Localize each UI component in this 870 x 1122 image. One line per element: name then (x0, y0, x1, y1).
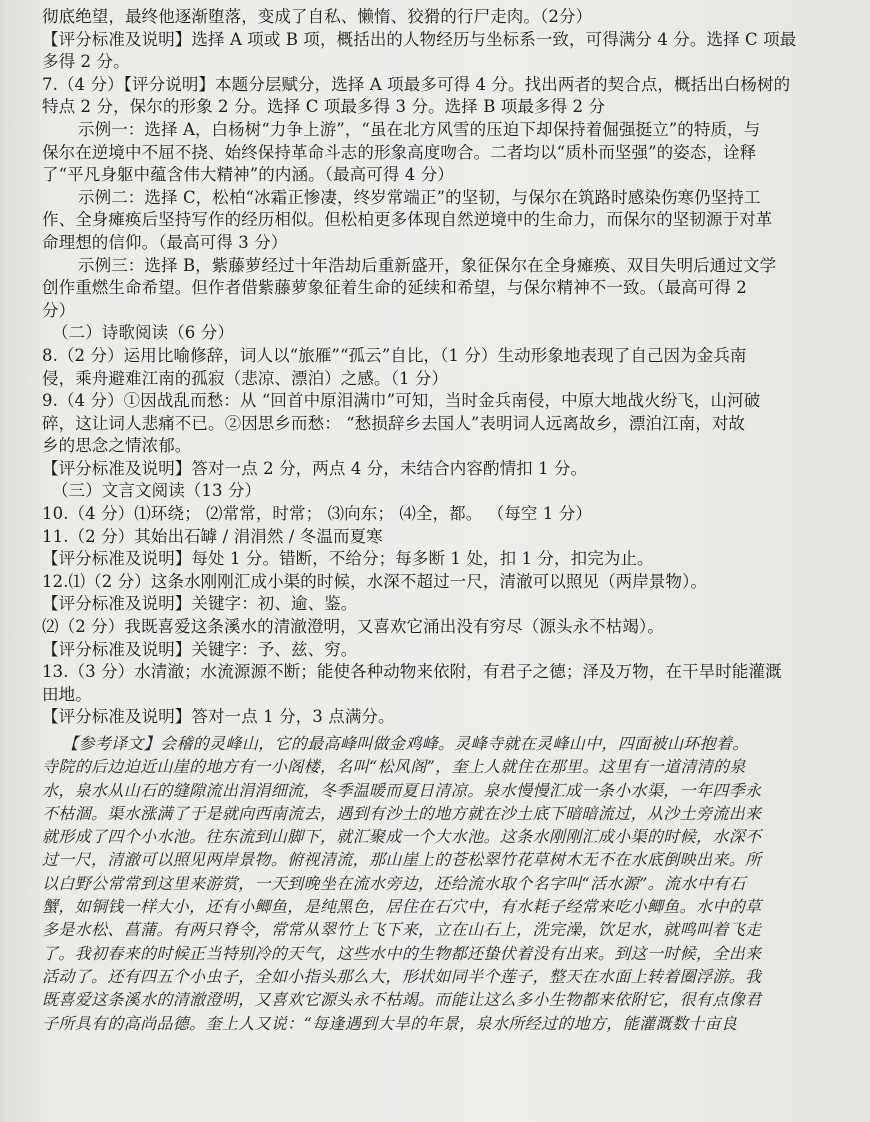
translation-line: 寺院的后边迫近山崖的地方有一小阁楼，名叫“松风阁”，奎上人就住在那里。这里有一道清清的泉 (42, 757, 746, 777)
text-line: 侵，乘舟避难江南的孤寂（悲凉、漂泊）之感。（1 分） (42, 368, 449, 388)
text-line: 特点 2 分，保尔的形象 2 分。选择 C 项最多得 3 分。选择 B 项最多得 2 分 (42, 97, 606, 117)
text-line: 【评分标准及说明】选择 A 项或 B 项，概括出的人物经历与坐标系一致，可得满分 4 分。选择 C 项最 (42, 29, 797, 49)
answer-key-body (42, 6, 850, 729)
translation-line: 活动了。还有四五个小虫子，全如小指头那么大，形状如同半个莲子，整天在水面上转着圈浮游。我 (42, 966, 762, 986)
translation-line: 了。我初春来的时候正当特别冷的天气，这些水中的生物都还蛰伏着没有出来。到这一时候，全出来 (42, 943, 762, 963)
text-line: 【评分标准及说明】答对一点 1 分，3 点满分。 (42, 707, 395, 727)
translation-line: 以白野公常常到这里来游赏，一天到晚坐在流水旁边，还给流水取个名字叫“活水源”。流水中有石 (42, 873, 746, 893)
text-line: 7.（4 分）【评分说明】本题分层赋分，选择 A 项最多可得 4 分。找出两者的契合点，概括出白杨树的 (42, 74, 791, 94)
text-line: 【评分标准及说明】每处 1 分。错断，不给分；每多断 1 处，扣 1 分，扣完为止。 (42, 549, 654, 569)
text-line: 作、全身瘫痪后坚持写作的经历相似。但松柏更多体现自然逆境中的生命力，而保尔的坚韧源于对革 (42, 210, 773, 230)
text-line: 9.（4 分）①因战乱而愁：从 “回首中原泪满巾”可知，当时金兵南侵，中原大地战火纷飞，山河破 (42, 391, 761, 411)
reference-translation (42, 732, 850, 1035)
text-line: 【评分标准及说明】关键字：初、逾、鉴。 (42, 594, 358, 614)
text-line: 碎，这让词人悲痛不已。②因思乡而愁： “愁损辞乡去国人”表明词人远离故乡，漂泊江南，对故 (42, 413, 746, 433)
section-heading: （三）文言文阅读（13 分） (52, 481, 262, 501)
translation-line: 水，泉水从山石的缝隙流出涓涓细流，冬季温暖而夏日清凉。泉水慢慢汇成一条小水渠，一年四季永 (42, 780, 762, 800)
text-line: 【评分标准及说明】关键字：予、兹、穷。 (42, 639, 358, 659)
text-line: 示例二：选择 C，松柏“冰霜正惨凄，终岁常端正”的坚韧，与保尔在筑路时感染伤寒仍坚持工 (78, 187, 761, 207)
text-line: 多得 2 分。 (42, 52, 130, 72)
text-line: 田地。 (42, 684, 92, 704)
translation-line: 就形成了四个小水池。往东流到山脚下，就汇聚成一个大水池。这条水刚刚汇成小渠的时候，水深不 (42, 827, 762, 847)
text-line: 创作重燃生命希望。但作者借紫藤萝象征着生命的延续和希望，与保尔精神不一致。（最高可得 2 (42, 278, 747, 298)
text-line: 【评分标准及说明】答对一点 2 分，两点 4 分，未结合内容酌情扣 1 分。 (42, 458, 588, 478)
text-line: 了“平凡身躯中蕴含伟大精神”的内涵。（最高可得 4 分） (42, 165, 454, 185)
translation-line: 【参考译文】会稽的灵峰山，它的最高峰叫做金鸡峰。灵峰寺就在灵峰山中，四面被山环抱着。 (62, 734, 749, 753)
section-heading: （二）诗歌阅读（6 分） (52, 323, 234, 343)
text-line: 8.（2 分）运用比喻修辞，词人以“旅雁”“孤云”自比，（1 分）生动形象地表现了自己因为金兵南 (42, 345, 747, 365)
translation-line: 子所具有的高尚品德。奎上人又说：“每逢遇到大旱的年景，泉水所经过的地方，能灌溉数十亩良 (42, 1013, 738, 1033)
translation-line: 蟹，如铜钱一样大小，还有小鲫鱼，是纯黑色，居住在石穴中，有水耗子经常来吃小鲫鱼。水中的草 (42, 897, 762, 917)
translation-line: 多是水松、菖蒲。有两只脊令，常常从翠竹上飞下来，立在山石上，洗完澡，饮足水，就鸣叫着飞走 (42, 920, 762, 940)
text-line: 12.⑴（2 分）这条水刚刚汇成小渠的时候，水深不超过一尺，清澈可以照见（两岸景物）。 (42, 571, 708, 591)
text-line: 分） (42, 300, 76, 320)
text-line: 13.（3 分）水清澈；水流源源不断；能使各种动物来依附，有君子之德；泽及万物，在干旱时能灌溉 (42, 662, 782, 682)
text-line: 彻底绝望，最终他逐渐堕落，变成了自私、懒惰、狡猾的行尸走肉。（2分） (42, 7, 593, 26)
text-line: 示例三：选择 B，紫藤萝经过十年浩劫后重新盛开，象征保尔在全身瘫痪、双目失明后通过文学 (78, 255, 777, 275)
text-line: 命理想的信仰。（最高可得 3 分） (42, 232, 288, 252)
text-line: 10.（4 分）⑴环绕； ⑵常常，时常； ⑶向东； ⑷全，都。 （每空 1 分） (42, 504, 592, 524)
translation-line: 过一尺，清澈可以照见两岸景物。俯视清流，那山崖上的苍松翠竹花草树木无不在水底倒映出来。所 (42, 850, 762, 870)
text-line: 乡的思念之情浓郁。 (42, 436, 192, 456)
translation-line: 既喜爱这条溪水的清澈澄明，又喜欢它源头永不枯竭。而能让这么多小生物都来依附它，很有点像君 (42, 990, 762, 1010)
text-line: 保尔在逆境中不屈不挠、始终保持革命斗志的形象高度吻合。二者均以“质朴而坚强”的姿态，诠释 (42, 142, 757, 162)
translation-line: 不枯涸。渠水涨满了于是就向西南流去，遇到有沙土的地方就在沙土底下暗暗流过，从沙土旁流出来 (42, 803, 762, 823)
text-line: 11.（2 分）其始出石罅 / 涓涓然 / 冬温而夏寒 (42, 526, 383, 546)
text-line: ⑵（2 分）我既喜爱这条溪水的清澈澄明，又喜欢它涌出没有穷尽（源头永不枯竭）。 (42, 617, 664, 637)
text-line: 示例一：选择 A，白杨树“力争上游”，“虽在北方风雪的压迫下却保持着倔强挺立”的特质，与 (78, 119, 761, 139)
